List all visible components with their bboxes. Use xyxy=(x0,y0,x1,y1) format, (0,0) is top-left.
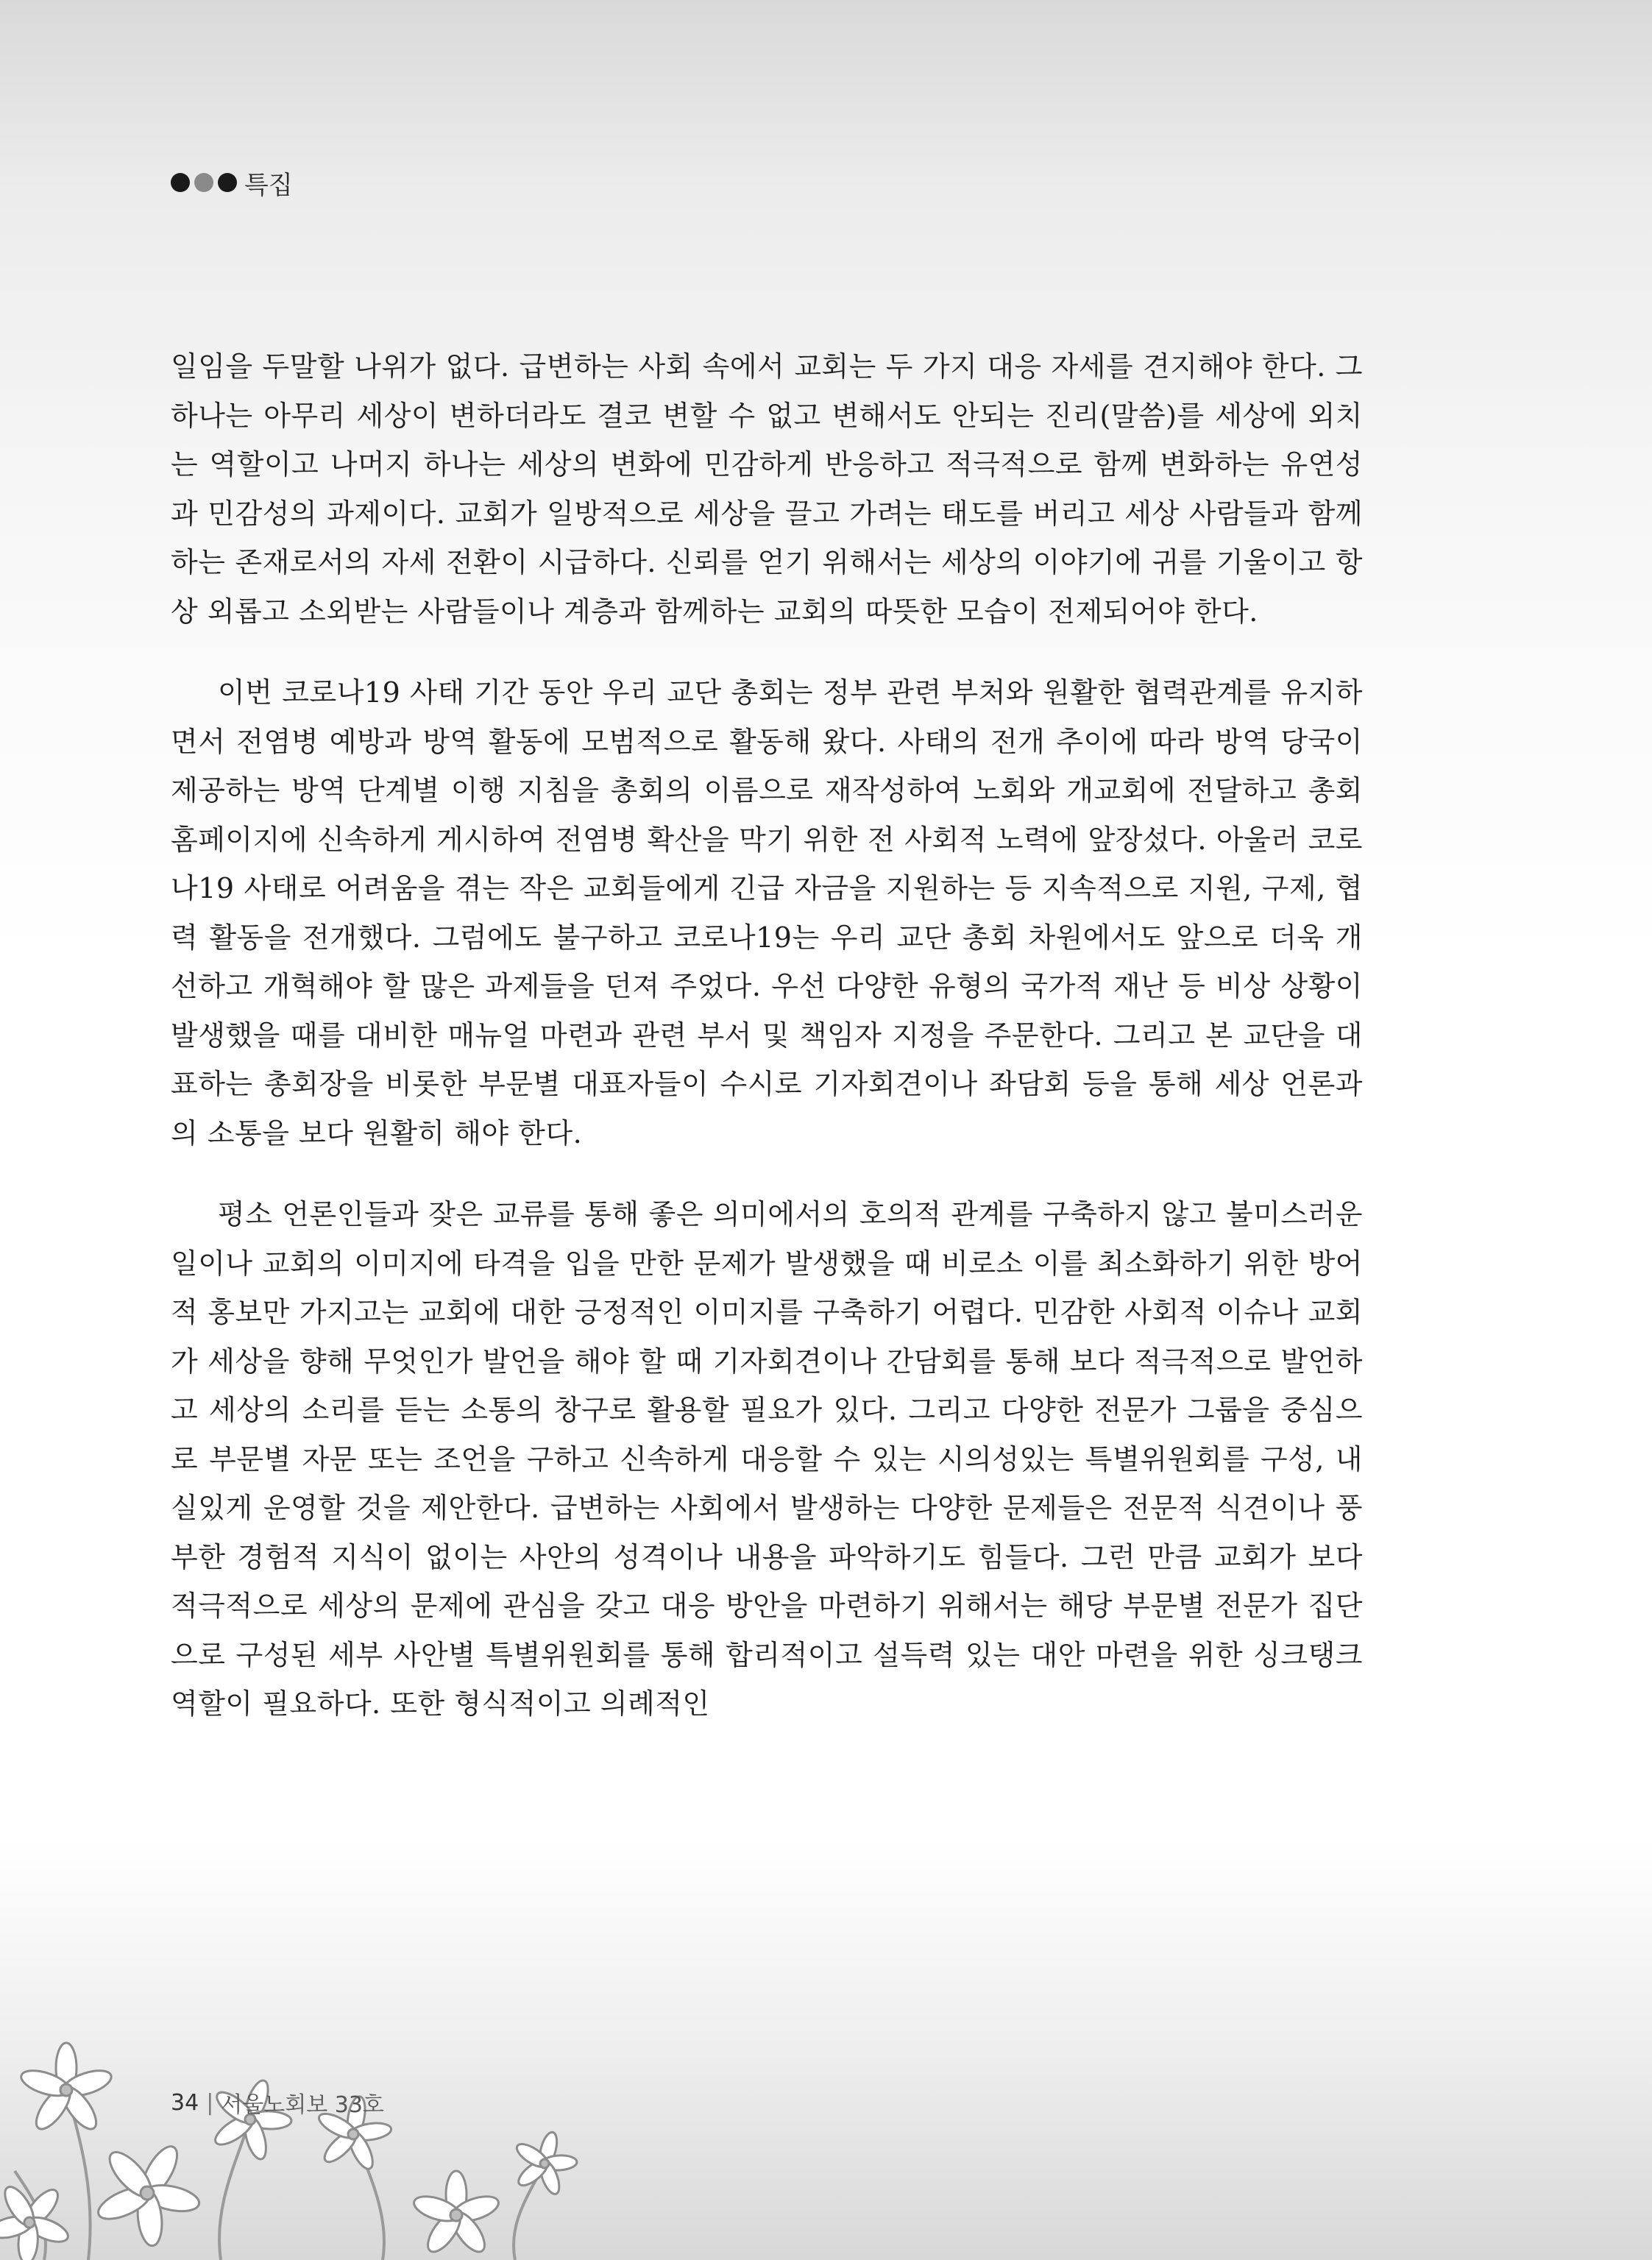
paragraph: 이번 코로나19 사태 기간 동안 우리 교단 총회는 정부 관련 부처와 원활한 협력관계를 유지하면서 전염병 예방과 방역 활동에 모범적으로 활동해 왔다. 사태의 전개 추이에 따라 방역 당국이 제공하는 방역 단계별 이행 지침을 총회의 이름으로 재작성하여 노회와 개교회에 전달하고 총회 홈페이지에 신속하게 게시하여 전염병 확산을 막기 위한 전 사회적 노력에 앞장섰다. 아울러 코로나19 사태로 어려움을 겪는 작은 교회들에게 긴급 자금을 지원하는 등 지속적으로 지원, 구제, 협력 활동을 전개했다. 그럼에도 불구하고 코로나19는 우리 교단 총회 차원에서도 앞으로 더욱 개선하고 개혁해야 할 많은 과제들을 던져 주었다. 우선 다양한 유형의 국가적 재난 등 비상 상황이 발생했을 때를 대비한 매뉴얼 마련과 관련 부서 및 책임자 지정을 주문한다. 그리고 본 교단을 대표하는 총회장을 비롯한 부문별 대표자들이 수시로 기자회견이나 좌담회 등을 통해 세상 언론과의 소통을 보다 원활히 해야 한다. xyxy=(171,676,1363,1150)
article-body xyxy=(171,342,1363,1761)
section-header xyxy=(171,166,293,199)
publication-name: 서울노회보 33호 xyxy=(221,2092,384,2118)
page-footer xyxy=(171,2086,384,2119)
dot-icon xyxy=(171,173,190,192)
footer-separator: | xyxy=(206,2089,214,2116)
paragraph: 평소 언론인들과 잦은 교류를 통해 좋은 의미에서의 호의적 관계를 구축하지 않고 불미스러운 일이나 교회의 이미지에 타격을 입을 만한 문제가 발생했을 때 비로소 이를 최소화하기 위한 방어적 홍보만 가지고는 교회에 대한 긍정적인 이미지를 구축하기 어렵다. 민감한 사회적 이슈나 교회가 세상을 향해 무엇인가 발언을 해야 할 때 기자회견이나 간담회를 통해 보다 적극적으로 발언하고 세상의 소리를 듣는 소통의 창구로 활용할 필요가 있다. 그리고 다양한 전문가 그룹을 중심으로 부문별 자문 또는 조언을 구하고 신속하게 대응할 수 있는 시의성있는 특별위원회를 구성, 내실있게 운영할 것을 제안한다. 급변하는 사회에서 발생하는 다양한 문제들은 전문적 식견이나 풍부한 경험적 지식이 없이는 사안의 성격이나 내용을 파악하기도 힘들다. 그런 만큼 교회가 보다 적극적으로 세상의 문제에 관심을 갖고 대응 방안을 마련하기 위해서는 해당 부문별 전문가 집단으로 구성된 세부 사안별 특별위원회를 통해 합리적이고 설득력 있는 대안 마련을 위한 싱크탱크 역할이 필요하다. 또한 형식적이고 의례적인 xyxy=(171,1198,1363,1720)
paragraph: 일임을 두말할 나위가 없다. 급변하는 사회 속에서 교회는 두 가지 대응 자세를 견지해야 한다. 그 하나는 아무리 세상이 변하더라도 결코 변할 수 없고 변해서도 안되는 진리(말씀)를 세상에 외치는 역할이고 나머지 하나는 세상의 변화에 민감하게 반응하고 적극적으로 함께 변화하는 유연성과 민감성의 과제이다. 교회가 일방적으로 세상을 끌고 가려는 태도를 버리고 세상 사람들과 함께 하는 존재로서의 자세 전환이 시급하다. 신뢰를 얻기 위해서는 세상의 이야기에 귀를 기울이고 항상 외롭고 소외받는 사람들이나 계층과 함께하는 교회의 따뜻한 모습이 전제되어야 한다. xyxy=(171,350,1363,628)
section-label: 특집 xyxy=(244,170,293,200)
flower-decoration-icon xyxy=(0,1899,662,2260)
dot-icon xyxy=(218,173,237,192)
page-number: 34 xyxy=(171,2089,199,2116)
bullet-dots-icon xyxy=(171,173,237,192)
dot-icon xyxy=(194,173,213,192)
